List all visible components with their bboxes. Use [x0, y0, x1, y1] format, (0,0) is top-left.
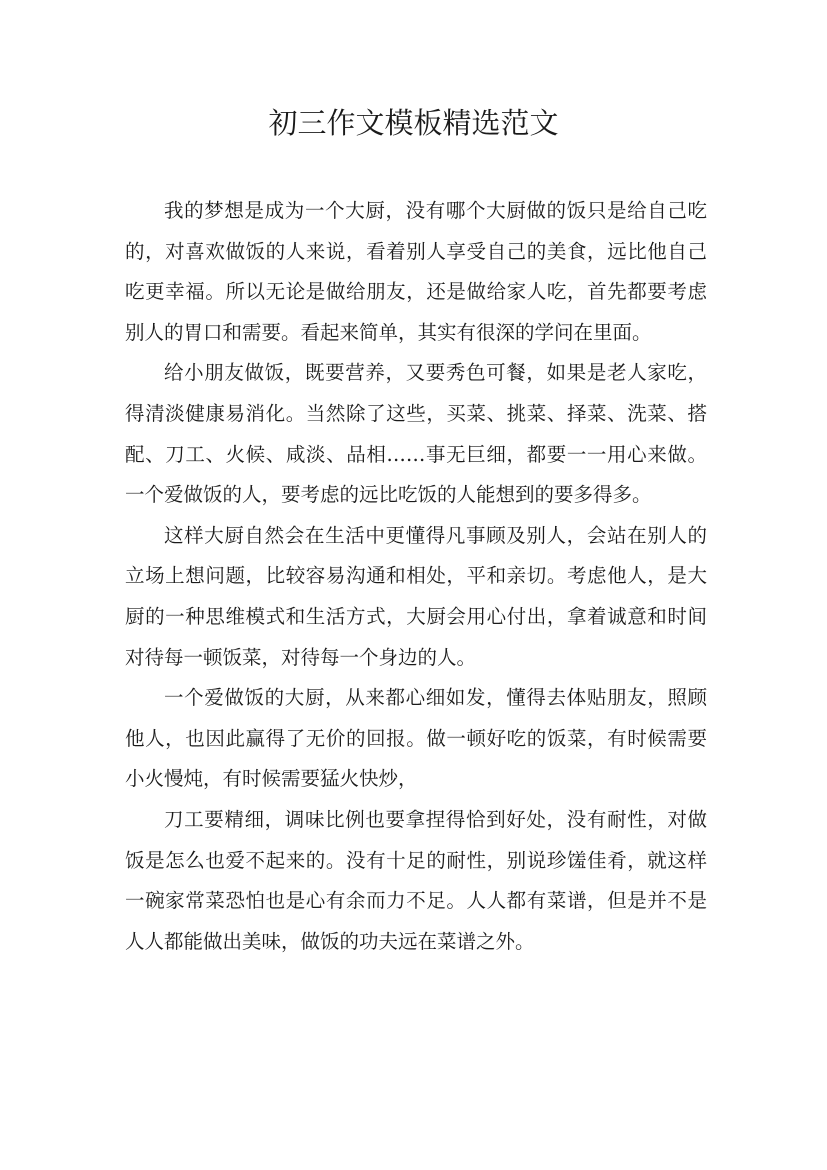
document-body	[125, 191, 707, 962]
paragraph-3: 这样大厨自然会在生活中更懂得凡事顾及别人，会站在别人的立场上想问题，比较容易沟通和相处，平和亲切。考虑他人，是大厨的一种思维模式和生活方式，大厨会用心付出，拿着诚意和时间对待每一顿饭菜，对待每一个身边的人。	[125, 523, 707, 669]
paragraph-4: 一个爱做饭的大厨，从来都心细如发，懂得去体贴朋友，照顾他人，也因此赢得了无价的回报。做一顿好吃的饭菜，有时候需要小火慢炖，有时候需要猛火快炒，	[125, 686, 707, 791]
paragraph-5: 刀工要精细，调味比例也要拿捏得恰到好处，没有耐性，对做饭是怎么也爱不起来的。没有十足的耐性，别说珍馐佳肴，就这样一碗家常菜恐怕也是心有余而力不足。人人都有菜谱，但是并不是人人都能做出美味，做饭的功夫远在菜谱之外。	[125, 807, 707, 953]
paragraph-1: 我的梦想是成为一个大厨，没有哪个大厨做的饭只是给自己吃的，对喜欢做饭的人来说，看着别人享受自己的美食，远比他自己吃更幸福。所以无论是做给朋友，还是做给家人吃，首先都要考虑别人的胃口和需要。看起来简单，其实有很深的学问在里面。	[125, 199, 707, 344]
document-title: 初三作文模板精选范文	[268, 106, 559, 140]
paragraph-2: 给小朋友做饭，既要营养，又要秀色可餐，如果是老人家吃，得清淡健康易消化。当然除了这些，买菜、挑菜、择菜、洗菜、搭配、刀工、火候、咸淡、品相……事无巨细，都要一一用心来做。一个爱做饭的人，要考虑的远比吃饭的人能想到的要多得多。	[125, 361, 707, 507]
